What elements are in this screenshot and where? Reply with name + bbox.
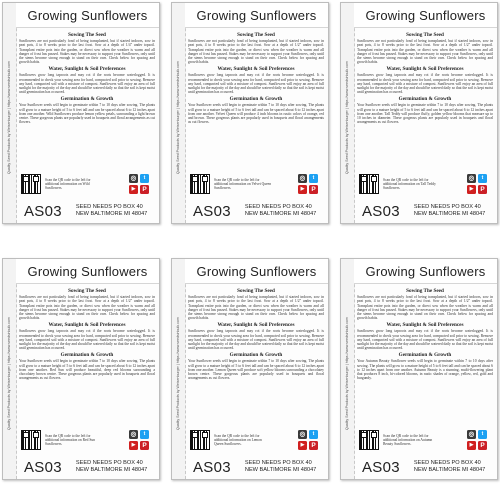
pinterest-icon[interactable]: P	[140, 185, 149, 194]
packet-flap	[3, 259, 17, 479]
twitter-icon[interactable]: t	[478, 430, 487, 439]
germination-heading: Germination & Growth	[60, 96, 114, 103]
packet-body	[19, 31, 155, 171]
address-line-2: NEW BALTIMORE MI 48047	[413, 211, 486, 217]
water-text: Sunflowers grow long taproots and may rot if the roots become waterlogged. It is recommended to check your sowing area for hard, compacted soil prior to sowing. Remove any hard, compacted soil with a mixture of compost. Sunflowers will enjoy an area of full sunlight for the majority of the day and should be watered daily so that the soil is kept moist until germination has occurred.	[357, 73, 493, 95]
address-line-1: SEED NEEDS PO BOX 40	[75, 460, 143, 466]
address-line-1: SEED NEEDS PO BOX 40	[244, 460, 312, 466]
product-code: AS03	[24, 202, 62, 220]
product-code: AS03	[362, 202, 400, 220]
title-band	[16, 259, 159, 284]
sowing-text: Sunflowers are not particularly fond of being transplanted, but if started indoors, sow in peat pots, 4 to 8 weeks prior to the last frost. Sow at a depth of 1/2" under topsoil. Transplant entire pots into the garden, or direct sow when the weather is warm and all danger of frost has passed. Stakes may be necessary to support your Sunflowers, only until the stems become strong enough to stand on their own. Check below for spacing and growth habits.	[357, 295, 493, 321]
return-address	[245, 204, 316, 218]
germination-text: Your Sunflower seeds will begin to germinate within 7 to 10 days after sowing. The plants will grow to a mature height of 5 to 6 feet tall and can be spaced about 6 to 12 inches apart from one another. Lemon Queen will produce soft yellow blooms surrounding a chocolatey brown centre. These gorgeous plants are popularly used in bouquets and floral arrangements as cut flowers.	[188, 359, 324, 381]
flap-text: Quality Seed Products by Weisenburger | https://www.seedsinbulk.com	[176, 317, 180, 431]
qr-caption: Scan the QR code to the left for additional information on Wild Sunflowers.	[45, 177, 91, 191]
youtube-icon[interactable]: ▶	[467, 441, 476, 450]
water-text: Sunflowers grow long taproots and may rot if the roots become waterlogged. It is recommended to check your sowing area for hard, compacted soil prior to sowing. Remove any hard, compacted soil with a mixture of compost. Sunflowers will enjoy an area of full sunlight for the majority of the day and should be watered daily so that the soil is kept moist until germination has occurred.	[188, 329, 324, 351]
packet-body	[188, 287, 324, 427]
twitter-icon[interactable]: t	[478, 174, 487, 183]
qr-code[interactable]	[190, 174, 210, 194]
social-icons	[467, 430, 487, 450]
packet-flap	[3, 3, 17, 223]
address-line-1: SEED NEEDS PO BOX 40	[413, 460, 481, 466]
qr-row	[21, 172, 155, 196]
title-band	[354, 259, 497, 284]
address-line-1: SEED NEEDS PO BOX 40	[413, 204, 481, 210]
packet-flap	[341, 3, 355, 223]
qr-row	[359, 428, 493, 452]
sowing-heading: Sowing The Seed	[406, 288, 444, 294]
sowing-heading: Sowing The Seed	[406, 32, 444, 38]
flap-text: Quality Seed Products by Weisenburger | https://www.seedsinbulk.com	[7, 61, 11, 175]
germination-text: Your Sunflower seeds will begin to germinate within 7 to 10 days after sowing. The plants will grow to a mature height of 5 to 6 feet tall and can be spaced about 6 to 12 inches apart from one another. Velvet Queen will produce 4 inch blooms in rustic colors of orange, red and brown. These gorgeous plants are popularly used in bouquets and floral arrangements as cut flowers.	[188, 103, 324, 125]
product-code: AS03	[193, 458, 231, 476]
instagram-icon[interactable]: ◎	[130, 431, 137, 438]
address-line-2: NEW BALTIMORE MI 48047	[244, 211, 317, 217]
return-address	[76, 204, 147, 218]
sowing-text: Sunflowers are not particularly fond of being transplanted, but if started indoors, sow in peat pots, 4 to 8 weeks prior to the last frost. Sow at a depth of 1/2" under topsoil. Transplant entire pots into the garden, or direct sow when the weather is warm and all danger of frost has passed. Stakes may be necessary to support your Sunflowers, only until the stems become strong enough to stand on their own. Check below for spacing and growth habits.	[357, 39, 493, 65]
qr-caption: Scan the QR code to the left for additional information on Lemon Queen Sunflowers.	[214, 433, 262, 447]
instagram-icon[interactable]: ◎	[468, 175, 475, 182]
twitter-icon[interactable]: t	[140, 430, 149, 439]
pinterest-icon[interactable]: P	[309, 185, 318, 194]
instagram-icon[interactable]: ◎	[299, 431, 306, 438]
packet-body	[357, 287, 493, 427]
instagram-icon[interactable]: ◎	[130, 175, 137, 182]
water-text: Sunflowers grow long taproots and may rot if the roots become waterlogged. It is recommended to check your sowing area for hard, compacted soil prior to sowing. Remove any hard, compacted soil with a mixture of compost. Sunflowers will enjoy an area of full sunlight for the majority of the day and should be watered daily so that the soil is kept moist until germination has occurred.	[19, 329, 155, 351]
water-text: Sunflowers grow long taproots and may rot if the roots become waterlogged. It is recommended to check your sowing area for hard, compacted soil prior to sowing. Remove any hard, compacted soil with a mixture of compost. Sunflowers will enjoy an area of full sunlight for the majority of the day and should be watered daily so that the soil is kept moist until germination has occurred.	[188, 73, 324, 95]
germination-heading: Germination & Growth	[60, 352, 114, 359]
social-icons	[129, 430, 149, 450]
packet-footer	[16, 455, 159, 479]
germination-text: Your Sunflower seeds will begin to germinate within 7 to 10 days after sowing. The plants will grow to a mature height of 5 to 6 feet tall and can be spaced about 6 to 12 inches apart from one another. Red Sun will produce beautiful, deep red blooms surrounding a chocolatey brown centre. These gorgeous plants are popularly used in bouquets and floral arrangements as cut flowers.	[19, 359, 155, 381]
qr-code[interactable]	[359, 174, 379, 194]
sowing-text: Sunflowers are not particularly fond of being transplanted, but if started indoors, sow in peat pots, 4 to 8 weeks prior to the last frost. Sow at a depth of 1/4" under topsoil. Transplant entire pots into the garden, or direct sow when the weather is warm and all danger of frost has passed. Stakes may be necessary to support your Sunflowers, only until the stems become strong enough to stand on their own. Check below for spacing and growth habits.	[19, 39, 155, 65]
germination-heading: Germination & Growth	[398, 96, 452, 103]
qr-row	[359, 172, 493, 196]
packet-body	[188, 31, 324, 171]
water-text: Sunflowers grow long taproots and may rot if the roots become waterlogged. It is recommended to check your sowing area for hard, compacted soil prior to sowing. Remove any hard, compacted soil with a mixture of compost. Sunflowers will enjoy an area of full sunlight for the majority of the day and should be watered daily so that the soil is kept moist until germination has occurred.	[19, 73, 155, 95]
pinterest-icon[interactable]: P	[478, 441, 487, 450]
packet-body	[357, 31, 493, 171]
qr-code[interactable]	[359, 430, 379, 450]
address-line-2: NEW BALTIMORE MI 48047	[75, 467, 148, 473]
address-line-2: NEW BALTIMORE MI 48047	[244, 467, 317, 473]
twitter-icon[interactable]: t	[140, 174, 149, 183]
packet-footer	[16, 199, 159, 223]
return-address	[76, 460, 147, 474]
pinterest-icon[interactable]: P	[478, 185, 487, 194]
qr-row	[190, 428, 324, 452]
water-heading: Water, Sunlight & Soil Preferences	[48, 66, 126, 73]
water-heading: Water, Sunlight & Soil Preferences	[386, 66, 464, 73]
packet-title: Growing Sunflowers	[196, 263, 317, 279]
sowing-text: Sunflowers are not particularly fond of being transplanted, but if started indoors, sow in peat pots, 4 to 8 weeks prior to the last frost. Sow at a depth of 1/2" under topsoil. Transplant entire pots into the garden, or direct sow when the weather is warm and all danger of frost has passed. Stakes may be necessary to support your Sunflowers, only until the stems become strong enough to stand on their own. Check below for spacing and growth habits.	[188, 295, 324, 321]
youtube-icon[interactable]: ▶	[298, 185, 307, 194]
sowing-text: Sunflowers are not particularly fond of being transplanted, but if started indoors, sow in peat pots, 4 to 8 weeks prior to the last frost. Sow at a depth of 1/2" under topsoil. Transplant entire pots into the garden, or direct sow when the weather is warm and all danger of frost has passed. Stakes may be necessary to support your Sunflowers, only until the stems become strong enough to stand on their own. Check below for spacing and growth habits.	[188, 39, 324, 65]
twitter-icon[interactable]: t	[309, 430, 318, 439]
title-band	[185, 3, 328, 28]
sowing-heading: Sowing The Seed	[237, 288, 275, 294]
social-icons	[298, 430, 318, 450]
youtube-icon[interactable]: ▶	[129, 185, 138, 194]
germination-heading: Germination & Growth	[229, 96, 283, 103]
social-icons	[298, 174, 318, 194]
instagram-icon[interactable]: ◎	[468, 431, 475, 438]
qr-caption: Scan the QR code to the left for additional information on Autumn Beauty Sunflowers.	[383, 433, 433, 447]
youtube-icon[interactable]: ▶	[298, 441, 307, 450]
sowing-text: Sunflowers are not particularly fond of being transplanted, but if started indoors, sow in peat pots, 4 to 8 weeks prior to the last frost. Sow at a depth of 1/2" under topsoil. Transplant entire pots into the garden, or direct sow when the weather is warm and all danger of frost has passed. Stakes may be necessary to support your Sunflowers, only until the stems become strong enough to stand on their own. Check below for spacing and growth habits.	[19, 295, 155, 321]
germination-text: Your Autumn Beauty Sunflower seeds will begin to germinate within 7 to 10 days after sowing. The plants will grow to a mature height of 5 to 6 feet tall and can be spaced about 6 to 12 inches apart from one another. Autumn Beauty is a stunning, multi-flowering plant that produces 8 inch, bi-colored blooms, in rustic shades of orange, yellow, red, gold and burgundy.	[357, 359, 493, 381]
sowing-heading: Sowing The Seed	[237, 32, 275, 38]
social-icons	[129, 174, 149, 194]
title-band	[185, 259, 328, 284]
germination-text: Your Sunflower seeds will begin to germinate within 7 to 10 days after sowing. The plants will grow to a mature height of 5 to 6 feet tall and can be spaced about 6 to 12 inches apart from one another. Tall Teddy will produce fluffy, golden yellow blooms that measure up to 10 inches in diameter. These gorgeous plants are popularly used in bouquets and floral arrangements as cut flowers.	[357, 103, 493, 125]
packet-flap	[341, 259, 355, 479]
germination-heading: Germination & Growth	[398, 352, 452, 359]
title-band	[16, 3, 159, 28]
pinterest-icon[interactable]: P	[309, 441, 318, 450]
qr-row	[21, 428, 155, 452]
packet-title: Growing Sunflowers	[196, 7, 317, 23]
germination-text: Your Sunflower seeds will begin to germinate within 7 to 10 days after sowing. The plants will grow to a mature height of 5 to 6 feet tall and can be spaced about 6 to 12 inches apart from one another. Wild Sunflowers produce lemon yellow petals, surrounding a light brown centre. These gorgeous plants are popularly used in bouquets and floral arrangements as cut flowers.	[19, 103, 155, 125]
packet-footer	[354, 455, 497, 479]
qr-code[interactable]	[190, 430, 210, 450]
flap-text: Quality Seed Products by Weisenburger | https://www.seedsinbulk.com	[345, 317, 349, 431]
packet-footer	[185, 455, 328, 479]
qr-caption: Scan the QR code to the left for additional information on Velvet Queen Sunflowers.	[214, 177, 272, 191]
water-heading: Water, Sunlight & Soil Preferences	[217, 322, 295, 329]
packet-title: Growing Sunflowers	[365, 263, 486, 279]
packet-title: Growing Sunflowers	[365, 7, 486, 23]
address-line-1: SEED NEEDS PO BOX 40	[244, 204, 312, 210]
instagram-icon[interactable]: ◎	[299, 175, 306, 182]
return-address	[414, 204, 485, 218]
packet-flap	[172, 3, 186, 223]
flap-text: Quality Seed Products by Weisenburger | https://www.seedsinbulk.com	[176, 61, 180, 175]
qr-caption: Scan the QR code to the left for additional information on Tall Teddy Sunflowers.	[383, 177, 436, 191]
water-heading: Water, Sunlight & Soil Preferences	[48, 322, 126, 329]
return-address	[414, 460, 485, 474]
pinterest-icon[interactable]: P	[140, 441, 149, 450]
packet-footer	[354, 199, 497, 223]
packet-title: Growing Sunflowers	[27, 263, 148, 279]
twitter-icon[interactable]: t	[309, 174, 318, 183]
seed-packet	[171, 258, 329, 480]
social-icons	[467, 174, 487, 194]
seed-packet	[2, 258, 160, 480]
water-heading: Water, Sunlight & Soil Preferences	[217, 66, 295, 73]
youtube-icon[interactable]: ▶	[467, 185, 476, 194]
sowing-heading: Sowing The Seed	[68, 32, 106, 38]
title-band	[354, 3, 497, 28]
flap-text: Quality Seed Products by Weisenburger | https://www.seedsinbulk.com	[7, 317, 11, 431]
water-text: Sunflowers grow long taproots and may rot if the roots become waterlogged. It is recommended to check your sowing area for hard, compacted soil prior to sowing. Remove any hard, compacted soil with a mixture of compost. Sunflowers will enjoy an area of full sunlight for the majority of the day and should be watered daily so that the soil is kept moist until germination has occurred.	[357, 329, 493, 351]
seed-packet	[340, 258, 498, 480]
seed-packet	[2, 2, 160, 224]
packet-flap	[172, 259, 186, 479]
seed-packet	[171, 2, 329, 224]
qr-caption: Scan the QR code to the left for additional information on Red Sun Sunflowers.	[45, 433, 95, 447]
germination-heading: Germination & Growth	[229, 352, 283, 359]
return-address	[245, 460, 316, 474]
sowing-heading: Sowing The Seed	[68, 288, 106, 294]
qr-code[interactable]	[21, 430, 41, 450]
packet-footer	[185, 199, 328, 223]
water-heading: Water, Sunlight & Soil Preferences	[386, 322, 464, 329]
qr-row	[190, 172, 324, 196]
seed-packet	[340, 2, 498, 224]
address-line-2: NEW BALTIMORE MI 48047	[75, 211, 148, 217]
youtube-icon[interactable]: ▶	[129, 441, 138, 450]
product-code: AS03	[362, 458, 400, 476]
address-line-2: NEW BALTIMORE MI 48047	[413, 467, 486, 473]
product-code: AS03	[24, 458, 62, 476]
packet-body	[19, 287, 155, 427]
qr-code[interactable]	[21, 174, 41, 194]
product-code: AS03	[193, 202, 231, 220]
packet-title: Growing Sunflowers	[27, 7, 148, 23]
flap-text: Quality Seed Products by Weisenburger | https://www.seedsinbulk.com	[345, 61, 349, 175]
address-line-1: SEED NEEDS PO BOX 40	[75, 204, 143, 210]
